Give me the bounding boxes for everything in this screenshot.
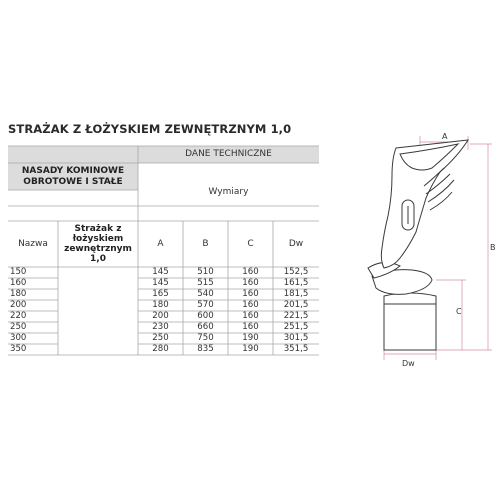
cell-dw: 152,5	[283, 266, 309, 277]
cell-c: 160	[242, 277, 259, 288]
cell-dw: 181,5	[283, 288, 309, 299]
cell-nazwa: 250	[10, 321, 27, 332]
cell-dw: 161,5	[283, 277, 309, 288]
cell-c: 190	[242, 332, 259, 343]
cell-c: 160	[242, 299, 259, 310]
cell-b: 600	[197, 310, 214, 321]
group-header: DANE TECHNICZNE	[185, 149, 272, 160]
cell-a: 165	[152, 288, 169, 299]
column-header-c: C	[247, 238, 254, 249]
cell-a: 145	[152, 266, 169, 277]
page-title: STRAŻAK Z ŁOŻYSKIEM ZEWNĘTRZNYM 1,0	[8, 122, 292, 136]
name-header: Nazwa	[18, 238, 48, 249]
cell-b: 835	[197, 343, 214, 354]
cell-a: 180	[152, 299, 169, 310]
column-header-b: B	[202, 238, 209, 249]
cell-b: 750	[197, 332, 214, 343]
cell-b: 515	[197, 277, 214, 288]
cell-nazwa: 180	[10, 288, 27, 299]
chimney-cowl-drawing	[340, 128, 500, 368]
dimension-label-dw: Dw	[402, 359, 415, 368]
cell-a: 250	[152, 332, 169, 343]
column-header-a: A	[157, 238, 164, 249]
cell-a: 200	[152, 310, 169, 321]
cell-dw: 301,5	[283, 332, 309, 343]
cell-dw: 251,5	[283, 321, 309, 332]
cell-b: 570	[197, 299, 214, 310]
cell-b: 660	[197, 321, 214, 332]
cell-dw: 201,5	[283, 299, 309, 310]
cell-nazwa: 200	[10, 299, 27, 310]
dimension-label-a: A	[442, 132, 448, 141]
cell-a: 230	[152, 321, 169, 332]
cell-b: 540	[197, 288, 214, 299]
cell-a: 145	[152, 277, 169, 288]
cell-c: 160	[242, 321, 259, 332]
product-group-label: NASADY KOMINOWE OBROTOWE I STAŁE	[21, 166, 125, 187]
cell-c: 160	[242, 310, 259, 321]
cell-c: 160	[242, 288, 259, 299]
cell-nazwa: 220	[10, 310, 27, 321]
column-header-dw: Dw	[288, 238, 304, 249]
dimensions-label: Wymiary	[208, 186, 249, 197]
cowl-body	[368, 140, 468, 350]
cell-a: 280	[152, 343, 169, 354]
cell-c: 160	[242, 266, 259, 277]
cell-dw: 351,5	[283, 343, 309, 354]
cell-nazwa: 350	[10, 343, 27, 354]
dimension-label-c: C	[456, 307, 462, 316]
dimension-label-b: B	[490, 243, 496, 252]
product-name-header: Strażak z łożyskiem zewnętrznym 1,0	[64, 223, 132, 265]
cell-c: 190	[242, 343, 259, 354]
cell-nazwa: 300	[10, 332, 27, 343]
cell-nazwa: 150	[10, 266, 27, 277]
cell-nazwa: 160	[10, 277, 27, 288]
cell-b: 510	[197, 266, 214, 277]
cell-dw: 221,5	[283, 310, 309, 321]
